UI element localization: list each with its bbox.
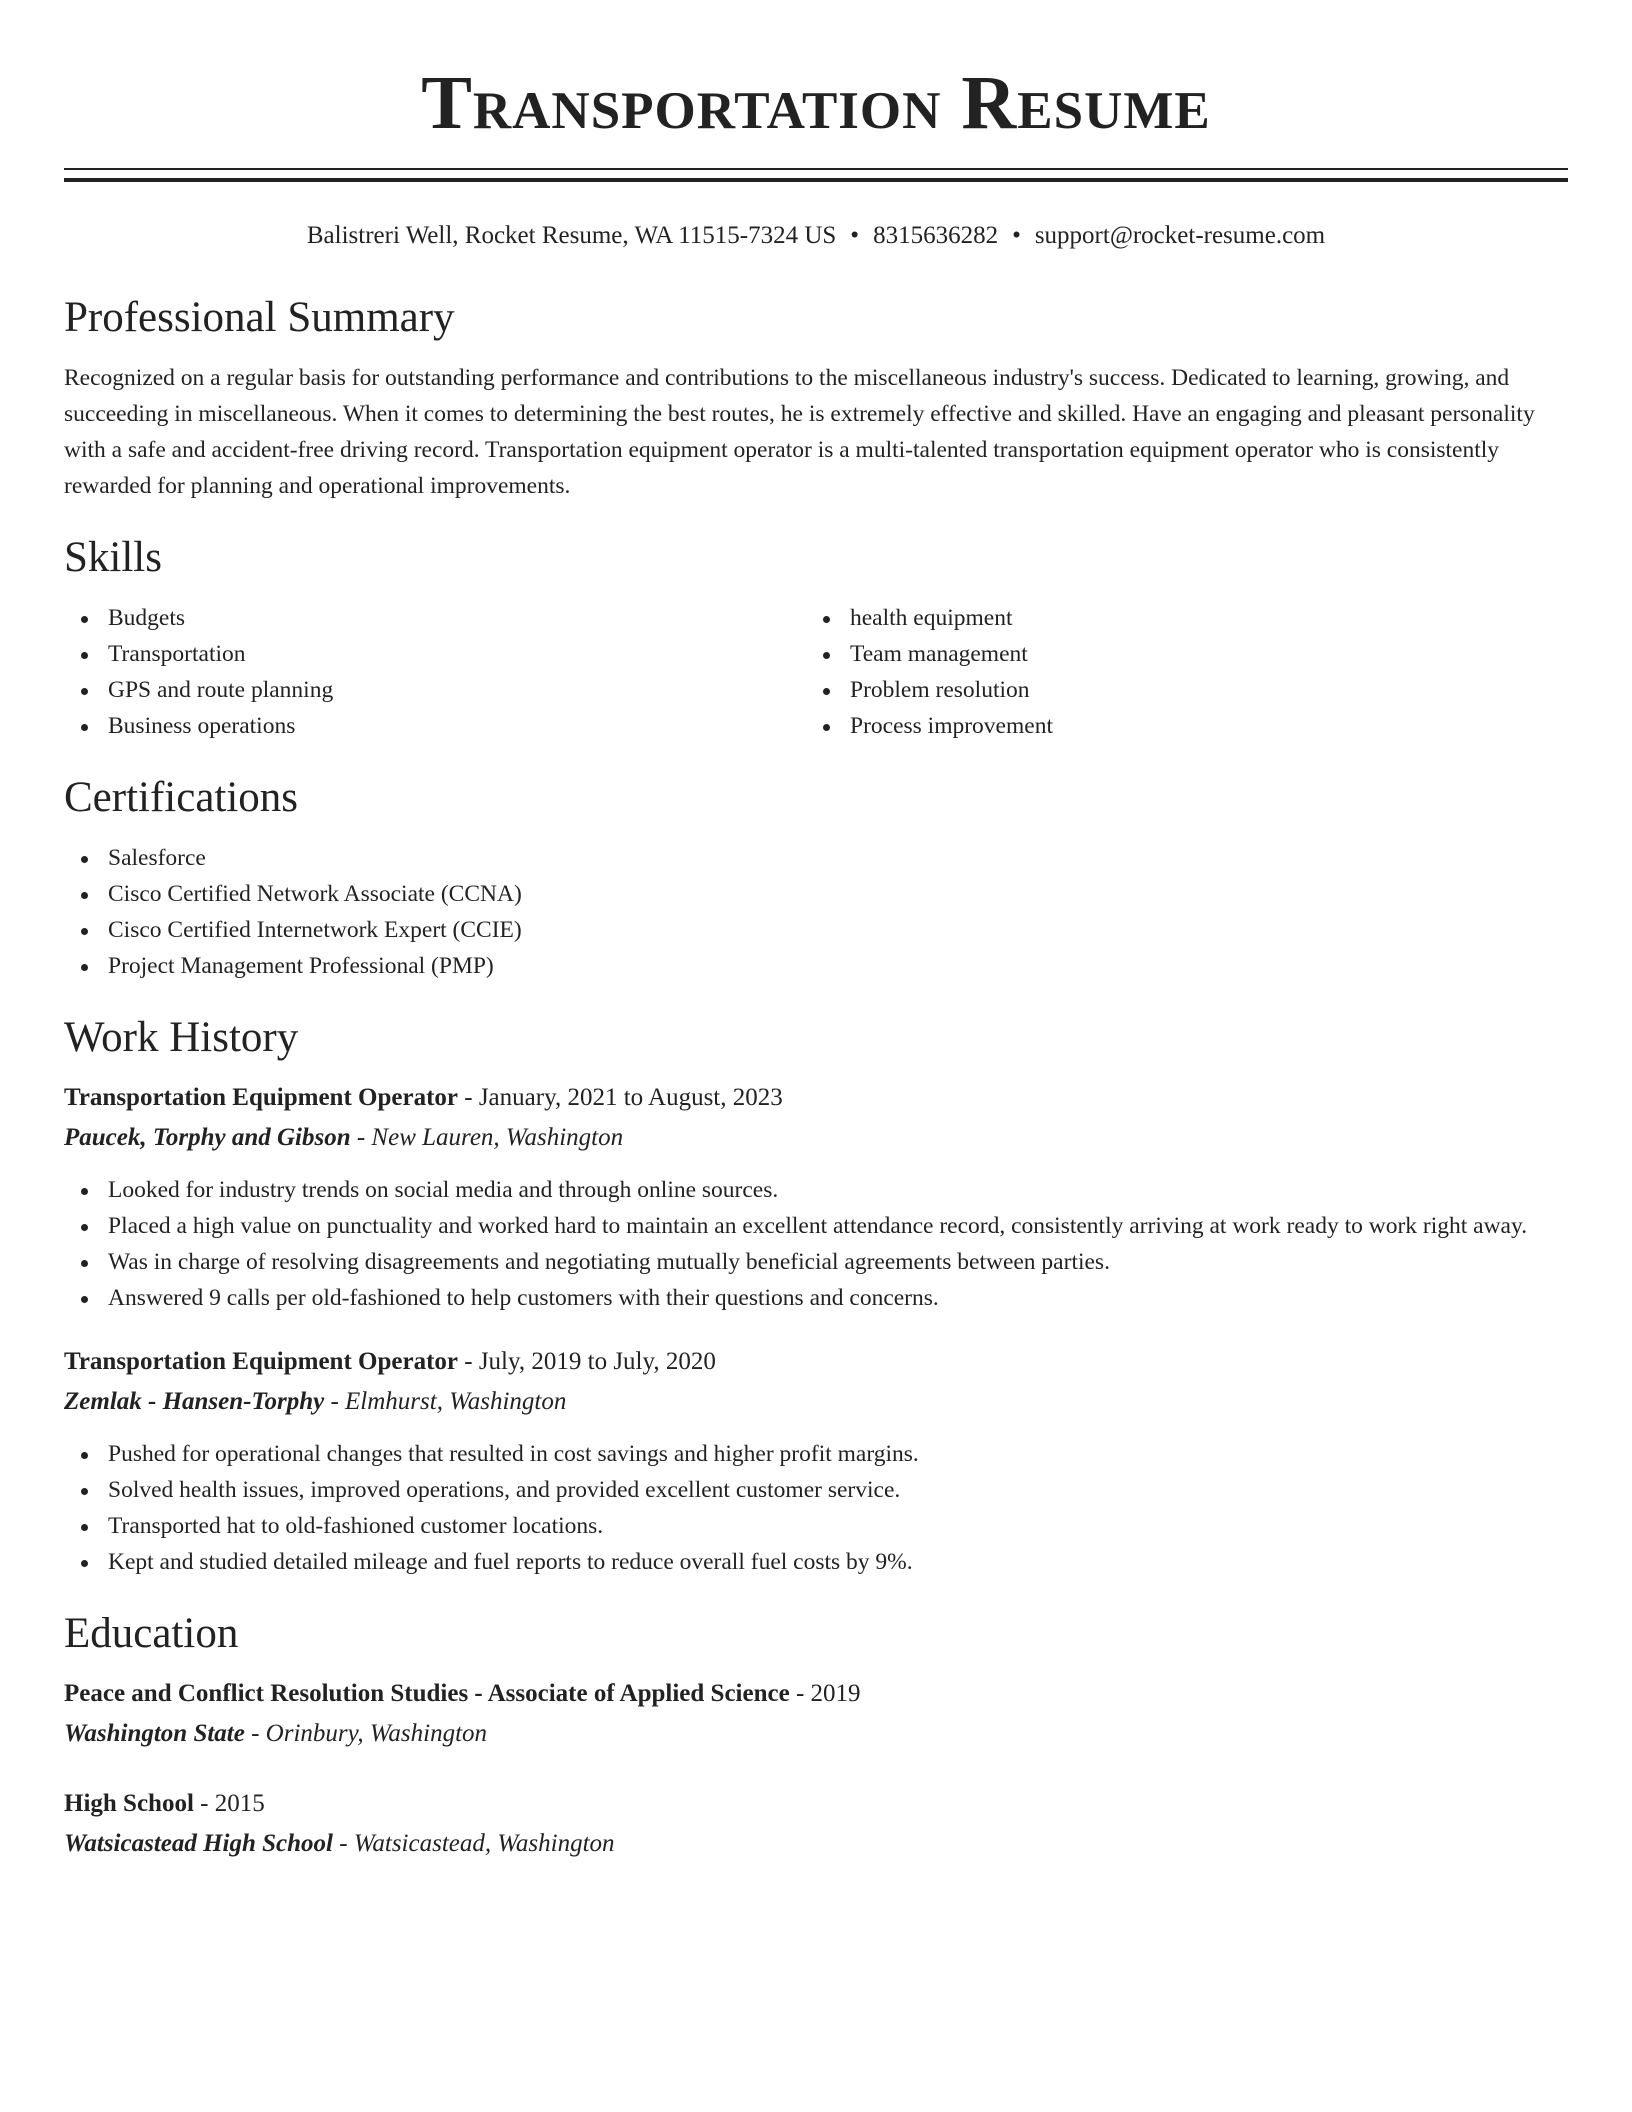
title-divider bbox=[64, 168, 1568, 182]
skill-item: Business operations bbox=[64, 708, 806, 744]
certification-item: Project Management Professional (PMP) bbox=[64, 948, 1568, 984]
skill-item: Problem resolution bbox=[806, 672, 1548, 708]
education-year: - 2019 bbox=[789, 1680, 861, 1707]
contact-phone: 8315636282 bbox=[873, 222, 999, 249]
skill-item: Process improvement bbox=[806, 708, 1548, 744]
contact-address: Balistreri Well, Rocket Resume, WA 11515-7324 US bbox=[306, 222, 837, 249]
education-school: Washington State bbox=[64, 1720, 245, 1747]
contact-email: support@rocket-resume.com bbox=[1034, 222, 1326, 249]
job-company-line bbox=[64, 1118, 1568, 1158]
education-heading: Education bbox=[64, 1610, 239, 1657]
resume-title: Transportation Resume bbox=[421, 61, 1211, 145]
education-degree-line bbox=[64, 1784, 1568, 1824]
education-location: - Orinbury, Washington bbox=[244, 1720, 488, 1747]
skills-column-right bbox=[806, 600, 1548, 744]
education-degree-line bbox=[64, 1674, 1568, 1714]
education-degree: Peace and Conflict Resolution Studies - Associate of Applied Science bbox=[64, 1680, 790, 1707]
job-entry bbox=[64, 1078, 1568, 1316]
skill-item: Transportation bbox=[64, 636, 806, 672]
skill-item: health equipment bbox=[806, 600, 1548, 636]
job-duty-item: Placed a high value on punctuality and worked hard to maintain an excellent attendance record, consistently arriving at work ready to work right away. bbox=[64, 1208, 1568, 1244]
job-duty-item: Solved health issues, improved operations, and provided excellent customer service. bbox=[64, 1472, 1568, 1508]
education-degree: High School bbox=[64, 1790, 194, 1817]
job-company: Zemlak - Hansen-Torphy bbox=[64, 1388, 325, 1415]
certification-item: Cisco Certified Network Associate (CCNA) bbox=[64, 876, 1568, 912]
skills-list bbox=[64, 600, 1568, 744]
contact-line bbox=[64, 218, 1568, 254]
certification-item: Cisco Certified Internetwork Expert (CCIE) bbox=[64, 912, 1568, 948]
education-school: Watsicastead High School bbox=[64, 1830, 334, 1857]
contact-separator: • bbox=[1012, 222, 1021, 249]
skill-item: Budgets bbox=[64, 600, 806, 636]
job-duty-item: Pushed for operational changes that resulted in cost savings and higher profit margins. bbox=[64, 1436, 1568, 1472]
education-location: - Watsicastead, Washington bbox=[333, 1830, 615, 1857]
summary-text: Recognized on a regular basis for outstanding performance and contributions to the miscellaneous industry's success. Dedicated to learning, growing, and succeeding in miscellaneous. When it comes to determining the best routes, he is extremely effective and skilled. Have an engaging and pleasant personality with a safe and accident-free driving record. Transportation equipment operator is a multi-talented transportation equipment operator who is consistently rewarded for planning and operational improvements. bbox=[64, 365, 1535, 499]
job-title-line bbox=[64, 1078, 1568, 1118]
education-year: - 2015 bbox=[193, 1790, 265, 1817]
contact-separator: • bbox=[850, 222, 860, 249]
skills-heading: Skills bbox=[64, 534, 162, 581]
job-duties-list bbox=[64, 1172, 1568, 1316]
job-duty-item: Answered 9 calls per old-fashioned to help customers with their questions and concerns. bbox=[64, 1280, 1568, 1316]
certification-item: Salesforce bbox=[64, 840, 1568, 876]
job-entry bbox=[64, 1342, 1568, 1580]
work-history-heading: Work History bbox=[64, 1014, 299, 1061]
job-company-line bbox=[64, 1382, 1568, 1422]
job-dates: - January, 2021 to August, 2023 bbox=[458, 1084, 783, 1111]
skills-column-left bbox=[64, 600, 806, 744]
job-location: - New Lauren, Washington bbox=[350, 1124, 624, 1151]
job-location: - Elmhurst, Washington bbox=[324, 1388, 567, 1415]
education-entry bbox=[64, 1674, 1568, 1754]
education-school-line bbox=[64, 1714, 1568, 1754]
job-title-line bbox=[64, 1342, 1568, 1382]
job-title: Transportation Equipment Operator bbox=[64, 1348, 458, 1375]
job-title: Transportation Equipment Operator bbox=[64, 1084, 458, 1111]
certifications-list bbox=[64, 840, 1568, 984]
job-duty-item: Transported hat to old-fashioned customer locations. bbox=[64, 1508, 1568, 1544]
certifications-heading: Certifications bbox=[64, 774, 299, 821]
job-dates: - July, 2019 to July, 2020 bbox=[458, 1348, 716, 1375]
job-company: Paucek, Torphy and Gibson bbox=[64, 1124, 351, 1151]
job-duties-list bbox=[64, 1436, 1568, 1580]
job-duty-item: Looked for industry trends on social media and through online sources. bbox=[64, 1172, 1568, 1208]
education-school-line bbox=[64, 1824, 1568, 1864]
education-entry bbox=[64, 1784, 1568, 1864]
skill-item: Team management bbox=[806, 636, 1548, 672]
job-duty-item: Kept and studied detailed mileage and fuel reports to reduce overall fuel costs by 9%. bbox=[64, 1544, 1568, 1580]
job-duty-item: Was in charge of resolving disagreements and negotiating mutually beneficial agreements between parties. bbox=[64, 1244, 1568, 1280]
skill-item: GPS and route planning bbox=[64, 672, 806, 708]
summary-heading: Professional Summary bbox=[64, 294, 455, 341]
